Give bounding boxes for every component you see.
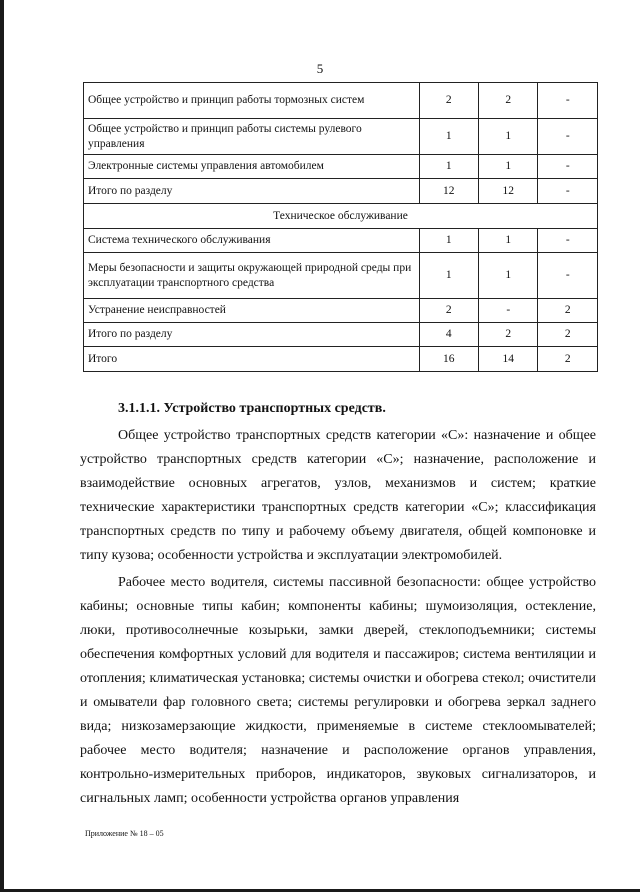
table-cell-topic: Устранение неисправностей (84, 299, 420, 323)
table-cell-topic: Общее устройство и принцип работы системы рулевого управления (84, 119, 420, 155)
table-cell-total: 1 (419, 229, 478, 253)
table-cell-practice: 2 (538, 299, 598, 323)
table-cell-total: 1 (419, 155, 478, 179)
section-heading: 3.1.1.1. Устройство транспортных средств. (118, 401, 386, 416)
table-cell-practice: - (538, 229, 598, 253)
table-cell-theory: - (479, 299, 538, 323)
table-section-row (84, 204, 598, 229)
table-cell-total: 4 (419, 323, 478, 347)
table-row (84, 253, 598, 299)
table-cell-total: 2 (419, 299, 478, 323)
table-cell-total: 1 (419, 119, 478, 155)
table-cell-theory: 2 (479, 323, 538, 347)
curriculum-table (83, 82, 598, 372)
table-cell-topic: Итого по разделу (84, 179, 420, 204)
table-cell-practice: 2 (538, 323, 598, 347)
table-row (84, 155, 598, 179)
table-cell-practice: - (538, 155, 598, 179)
table-section-title: Техническое обслуживание (84, 204, 598, 229)
table-cell-total: 1 (419, 253, 478, 299)
table-cell-topic: Итого по разделу (84, 323, 420, 347)
page-border-left (0, 0, 4, 892)
table-cell-total: 16 (419, 347, 478, 372)
table-cell-theory: 2 (479, 83, 538, 119)
page-number: 5 (316, 61, 324, 76)
table-cell-theory: 12 (479, 179, 538, 204)
table-cell-practice: - (538, 179, 598, 204)
table-cell-practice: - (538, 119, 598, 155)
table-row (84, 229, 598, 253)
table-cell-topic: Система технического обслуживания (84, 229, 420, 253)
paragraph: Общее устройство транспортных средств категории «С»: назначение и общее устройство транспортных средств категории «С»; назначение, расположение и взаимодействие основных агрегатов, узлов, механизмов и систем; краткие технические характеристики транспортных средств категории «С»; классификация транспортных средств по типу и рабочему объему двигателя, общей компоновке и типу кузова; особенности устройства и эксплуатации электромобилей. (80, 428, 596, 563)
table-row (84, 179, 598, 204)
table-cell-practice: - (538, 83, 598, 119)
table-row (84, 347, 598, 372)
table-cell-total: 2 (419, 83, 478, 119)
table-cell-topic: Меры безопасности и защиты окружающей природной среды при эксплуатации транспортного средства (84, 253, 420, 299)
table-cell-practice: 2 (538, 347, 598, 372)
table-cell-theory: 1 (479, 253, 538, 299)
table-cell-topic: Общее устройство и принцип работы тормозных систем (84, 83, 420, 119)
table-row (84, 119, 598, 155)
table-cell-topic: Электронные системы управления автомобилем (84, 155, 420, 179)
table-cell-theory: 14 (479, 347, 538, 372)
table-row (84, 83, 598, 119)
section-body (80, 424, 596, 811)
table-cell-total: 12 (419, 179, 478, 204)
footer-note: Приложение № 18 – 05 (85, 829, 164, 838)
table-row (84, 323, 598, 347)
table-cell-topic: Итого (84, 347, 420, 372)
paragraph: Рабочее место водителя, системы пассивной безопасности: общее устройство кабины; основные типы кабин; компоненты кабины; шумоизоляция, остекление, люки, противосолнечные козырьки, замки дверей, стеклоподъемники; системы обеспечения комфортных условий для водителя и пассажиров; система вентиляции и отопления; климатическая установка; системы очистки и обогрева стекол; очистители и омыватели фар головного света; системы регулировки и обогрева зеркал заднего вида; низкозамерзающие жидкости, применяемые в системе стеклоомывателей; рабочее место водителя; назначение и расположение органов управления, контрольно-измерительных приборов, индикаторов, звуковых сигнализаторов, и сигнальных ламп; особенности устройства органов управления (80, 575, 596, 806)
table-cell-practice: - (538, 253, 598, 299)
table-cell-theory: 1 (479, 119, 538, 155)
table-cell-theory: 1 (479, 229, 538, 253)
table-row (84, 299, 598, 323)
table-cell-theory: 1 (479, 155, 538, 179)
